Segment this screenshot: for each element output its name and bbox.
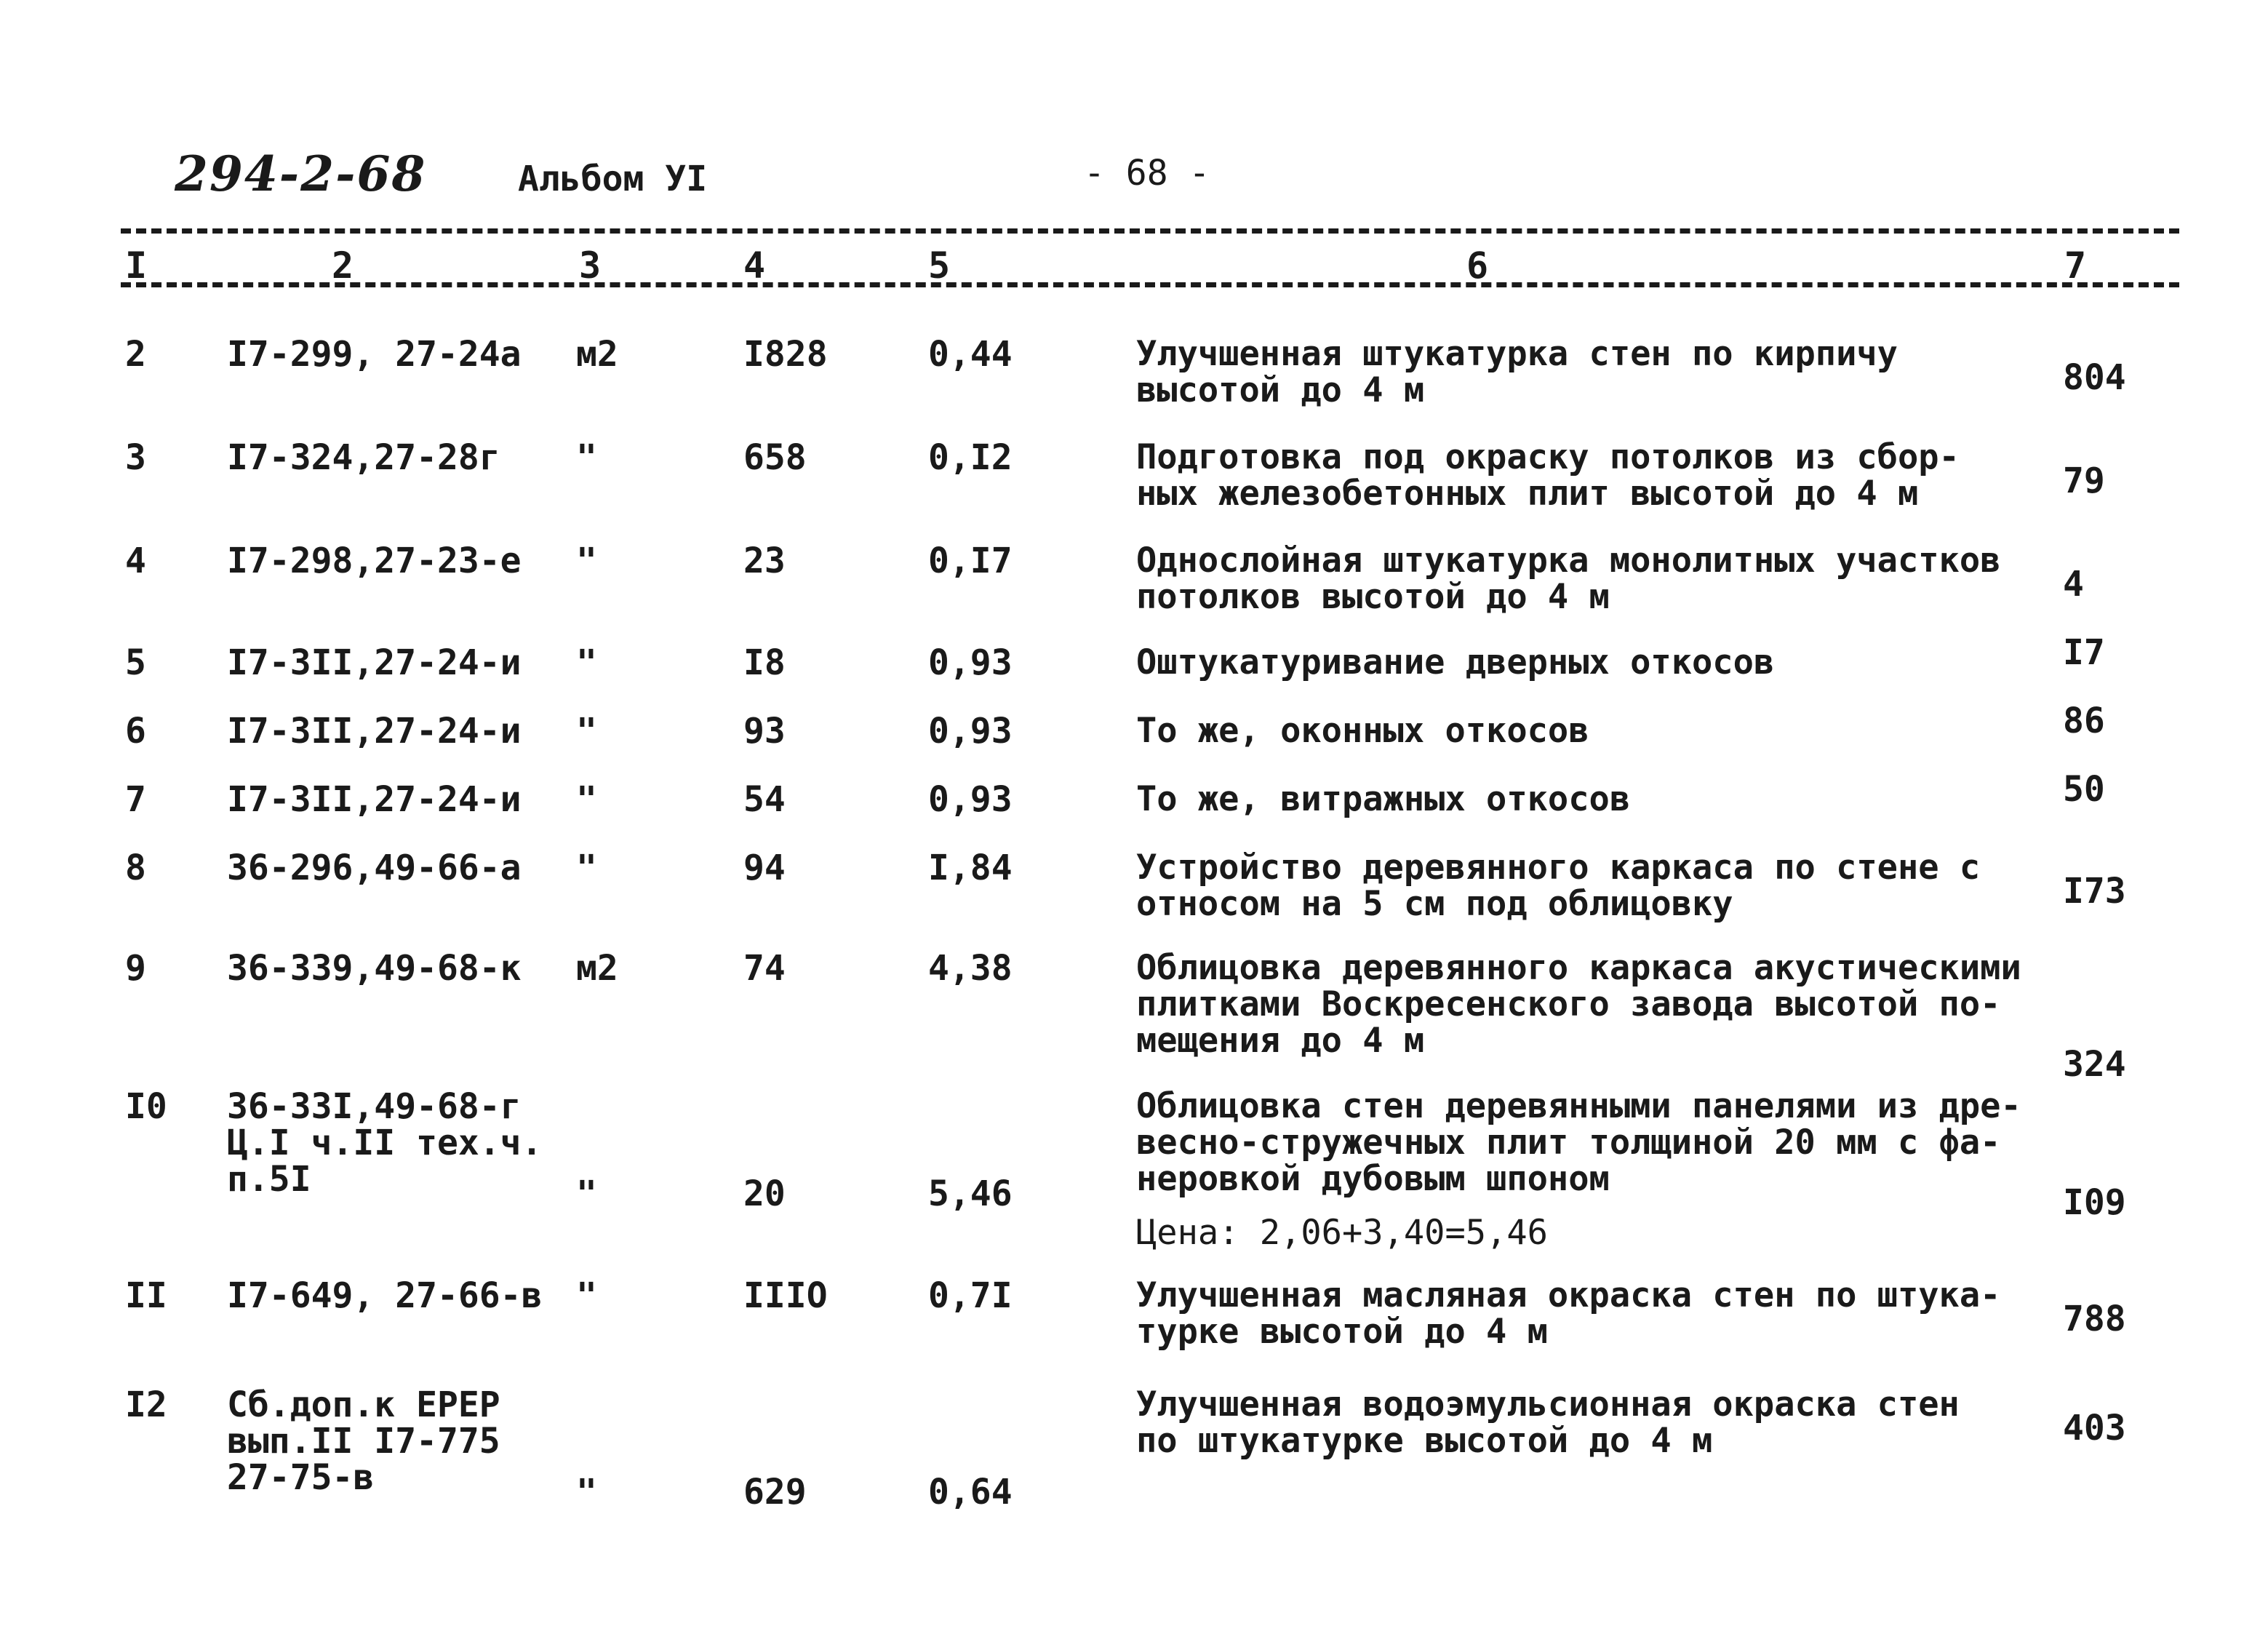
table-top-rule xyxy=(121,228,2179,234)
row-total: 324 xyxy=(2063,1044,2126,1085)
quantity: I828 xyxy=(743,334,828,375)
rate-code: Сб.доп.к ЕРЕР вып.II I7-775 27-75-в xyxy=(227,1384,500,1498)
unit-price: 0,64 xyxy=(928,1472,1013,1512)
unit: " xyxy=(576,779,597,820)
row-total: 403 xyxy=(2063,1408,2126,1448)
quantity: 23 xyxy=(743,541,786,581)
work-description: Улучшенная штукатурка стен по кирпичу высотой до 4 м xyxy=(1136,334,1898,410)
rate-code: I7-299, 27-24а xyxy=(227,334,522,375)
row-number: 8 xyxy=(125,848,146,888)
quantity: 54 xyxy=(743,779,786,820)
unit: " xyxy=(576,1275,597,1316)
row-number: 4 xyxy=(125,541,146,581)
work-description: Оштукатуривание дверных откосов xyxy=(1136,642,1775,682)
unit: м2 xyxy=(576,948,618,989)
rate-code: I7-3II,27-24-и xyxy=(227,779,522,820)
row-number: 5 xyxy=(125,642,146,683)
column-header-6: 6 xyxy=(1466,244,1489,287)
row-total: I73 xyxy=(2063,871,2126,912)
table-header-rule xyxy=(121,282,2179,287)
rate-code: I7-649, 27-66-в xyxy=(227,1275,543,1316)
work-description: Устройство деревянного каркаса по стене с относом на 5 см под облицовку xyxy=(1136,848,1981,924)
unit-price: 0,93 xyxy=(928,711,1013,752)
row-total: 50 xyxy=(2063,769,2105,810)
price-note: Цена: 2,06+3,40=5,46 xyxy=(1136,1213,1548,1253)
unit-price: 5,46 xyxy=(928,1173,1013,1214)
unit-price: 0,44 xyxy=(928,334,1013,375)
rate-code: I7-3II,27-24-и xyxy=(227,711,522,752)
unit-price: 4,38 xyxy=(928,948,1013,989)
row-total: I7 xyxy=(2063,632,2105,673)
unit: " xyxy=(576,711,597,752)
unit-price: 0,93 xyxy=(928,779,1013,820)
quantity: 20 xyxy=(743,1173,786,1214)
row-number: 7 xyxy=(125,779,146,820)
rate-code: 36-339,49-68-к xyxy=(227,948,522,989)
unit: " xyxy=(576,848,597,888)
quantity: IIIO xyxy=(743,1275,828,1316)
row-number: I0 xyxy=(125,1086,167,1127)
quantity: 629 xyxy=(743,1472,807,1512)
work-description: Облицовка деревянного каркаса акустическими плитками Воскресенского завода высотой по- мещения до 4 м xyxy=(1136,948,2021,1061)
unit-price: I,84 xyxy=(928,848,1013,888)
rate-code: 36-296,49-66-а xyxy=(227,848,522,888)
row-number: II xyxy=(125,1275,167,1316)
row-total: 4 xyxy=(2063,564,2084,605)
album-label: Альбом УI xyxy=(518,159,708,199)
column-header-2: 2 xyxy=(332,244,354,287)
column-header-1: I xyxy=(125,244,148,287)
unit-price: 0,I7 xyxy=(928,541,1013,581)
work-description: Однослойная штукатурка монолитных участков потолков высотой до 4 м xyxy=(1136,541,2001,617)
quantity: 658 xyxy=(743,437,807,478)
unit-price: 0,I2 xyxy=(928,437,1013,478)
page-number: - 68 - xyxy=(1084,153,1210,194)
quantity: 74 xyxy=(743,948,786,989)
column-header-3: 3 xyxy=(579,244,602,287)
column-header-4: 4 xyxy=(743,244,766,287)
work-description: Облицовка стен деревянными панелями из дре- весно-стружечных плит толщиной 20 мм с фа- неровкой дубовым шпоном xyxy=(1136,1086,2021,1199)
unit: " xyxy=(576,1472,597,1512)
quantity: 94 xyxy=(743,848,786,888)
work-description: То же, оконных откосов xyxy=(1136,711,1589,751)
unit-price: 0,93 xyxy=(928,642,1013,683)
row-total: 86 xyxy=(2063,701,2105,741)
unit: " xyxy=(576,642,597,683)
rate-code: I7-324,27-28г xyxy=(227,437,500,478)
row-number: I2 xyxy=(125,1384,167,1425)
row-total: 804 xyxy=(2063,357,2126,398)
row-number: 3 xyxy=(125,437,146,478)
rate-code: I7-298,27-23-е xyxy=(227,541,522,581)
work-description: Улучшенная масляная окраска стен по штука- турке высотой до 4 м xyxy=(1136,1275,2001,1352)
row-total: 79 xyxy=(2063,461,2105,501)
work-description: То же, витражных откосов xyxy=(1136,779,1631,819)
row-number: 9 xyxy=(125,948,146,989)
unit: " xyxy=(576,541,597,581)
unit: " xyxy=(576,1173,597,1214)
unit: м2 xyxy=(576,334,618,375)
quantity: I8 xyxy=(743,642,786,683)
column-header-7: 7 xyxy=(2064,244,2087,287)
rate-code: 36-33I,49-68-г Ц.I ч.II тех.ч. п.5I xyxy=(227,1086,543,1200)
work-description: Улучшенная водоэмульсионная окраска стен по штукатурке высотой до 4 м xyxy=(1136,1384,1960,1461)
unit: " xyxy=(576,437,597,478)
row-number: 6 xyxy=(125,711,146,752)
row-number: 2 xyxy=(125,334,146,375)
column-header-5: 5 xyxy=(928,244,951,287)
row-total: I09 xyxy=(2063,1182,2126,1223)
work-description: Подготовка под окраску потолков из сбор- ных железобетонных плит высотой до 4 м xyxy=(1136,437,1960,514)
handwritten-code: 294-2-68 xyxy=(175,146,427,202)
unit-price: 0,7I xyxy=(928,1275,1013,1316)
quantity: 93 xyxy=(743,711,786,752)
rate-code: I7-3II,27-24-и xyxy=(227,642,522,683)
row-total: 788 xyxy=(2063,1299,2126,1339)
